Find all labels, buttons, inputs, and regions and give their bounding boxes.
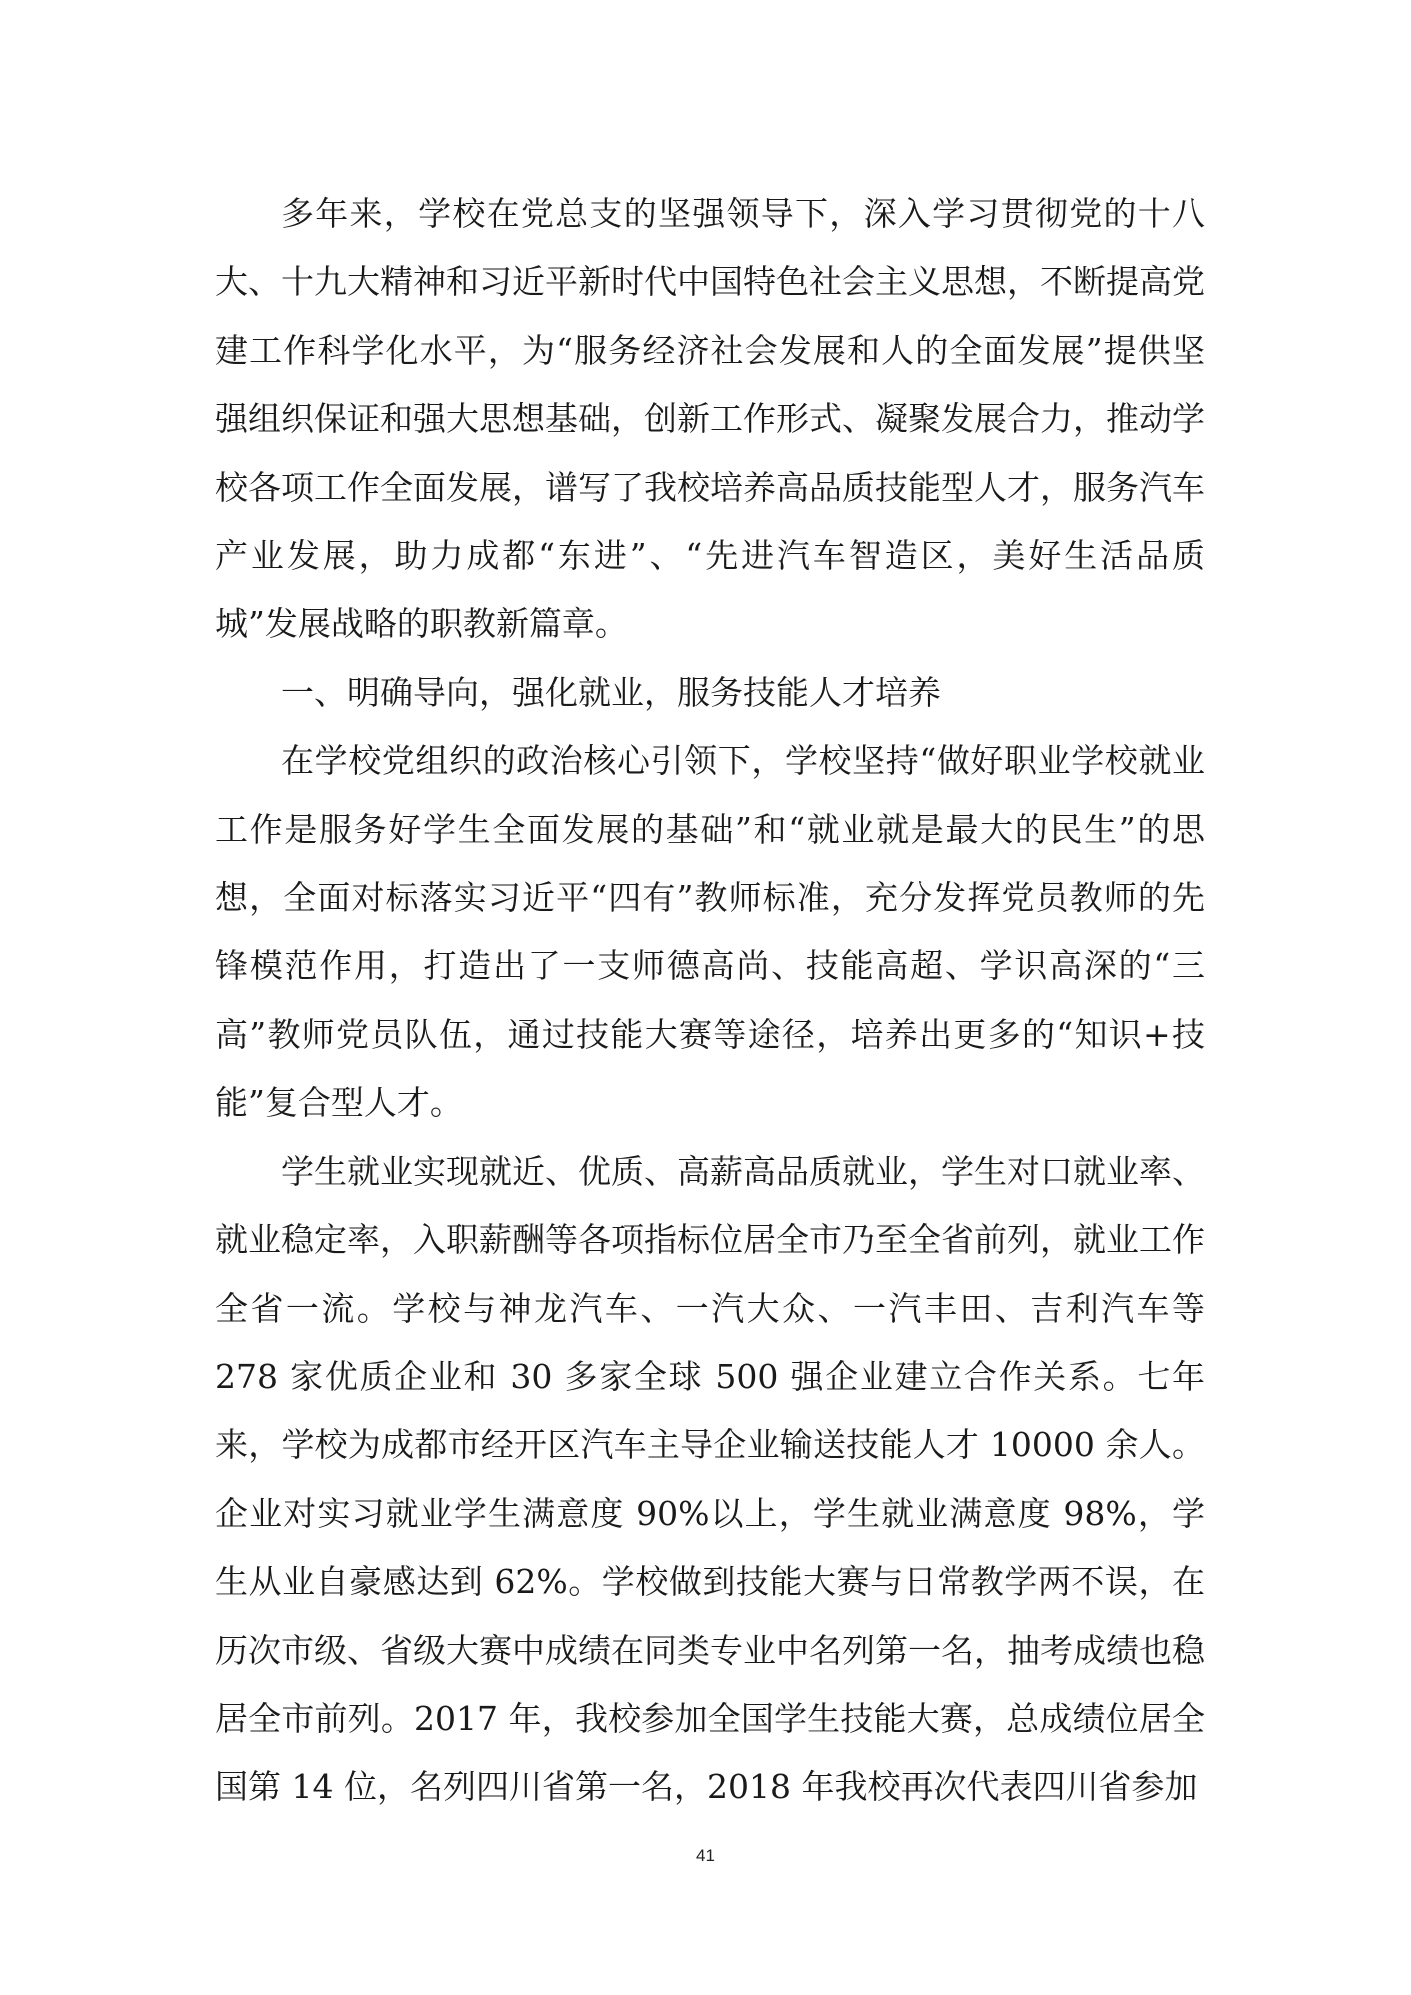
- paragraph-intro: 多年来，学校在党总支的坚强领导下，深入学习贯彻党的十八大、十九大精神和习近平新时代中国特色社会主义思想，不断提高党建工作科学化水平，为“服务经济社会发展和人的全面发展”提供坚强组织保证和强大思想基础，创新工作形式、凝聚发展合力，推动学校各项工作全面发展，谱写了我校培养高品质技能型人才，服务汽车产业发展，助力成都“东进”、“先进汽车智造区，美好生活品质城”发展战略的职教新篇章。: [215, 194, 1205, 644]
- page-number: 41: [696, 1846, 715, 1865]
- body-text: [215, 180, 1205, 1822]
- paragraph-employment: 学生就业实现就近、优质、高薪高品质就业，学生对口就业率、就业稳定率，入职薪酬等各项指标位居全市乃至全省前列，就业工作全省一流。学校与神龙汽车、一汽大众、一汽丰田、吉利汽车等 278 家优质企业和 30 多家全球 500 强企业建立合作关系。七年来，学校为成都市经开区汽车主导企业输送技能人才 10000 余人。企业对实习就业学生满意度 90%以上，学生就业满意度 98%，学生从业自豪感达到 62%。学校做到技能大赛与日常教学两不误，在历次市级、省级大赛中成绩在同类专业中名列第一名，抽考成绩也稳居全市前列。2017 年，我校参加全国学生技能大赛，总成绩位居全国第 14 位，名列四川省第一名，2018 年我校再次代表四川省参加: [215, 1151, 1205, 1807]
- paragraph-party-leadership: 在学校党组织的政治核心引领下，学校坚持“做好职业学校就业工作是服务好学生全面发展的基础”和“就业就是最大的民生”的思想，全面对标落实习近平“四有”教师标准，充分发挥党员教师的先锋模范作用，打造出了一支师德高尚、技能高超、学识高深的“三高”教师党员队伍，通过技能大赛等途径，培养出更多的“知识+技能”复合型人才。: [215, 741, 1205, 1123]
- section-heading-1: 一、明确导向，强化就业，服务技能人才培养: [281, 672, 941, 712]
